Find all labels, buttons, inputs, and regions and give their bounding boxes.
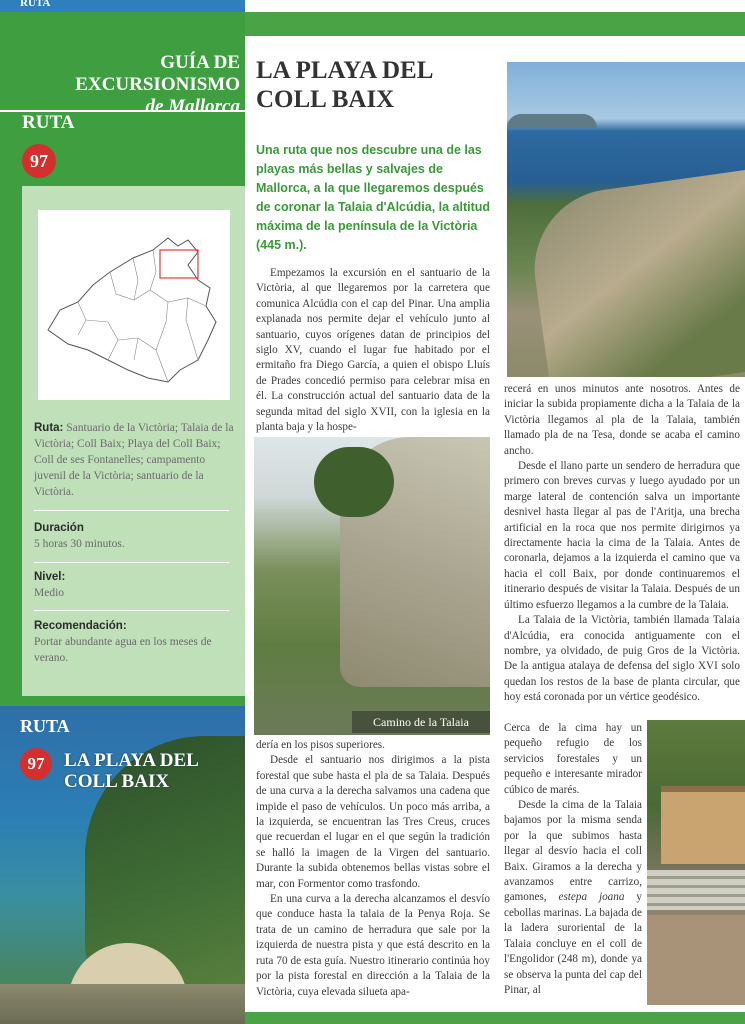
paragraph — [504, 798, 642, 998]
paragraph: Empezamos la excursión en el santuario de la Victòria, al que llegaremos por la carretera que comunica Alcúdia con el cap del Pinar. Una amplia explanada nos permite dejar el vehículo junto al santuario, cuyos orígenes datan de principios del siglo XV, cuando el lugar fue habitado por el ermitaño fra Diego García, a quien el obispo Lluís de Prades concedió permiso para celebrar misa en él. La construcción actual del santuario data de la segunda mitad del siglo XVII, con la iglesia en la planta baja y la hospe- — [256, 267, 490, 434]
paragraph: Desde el llano parte un sendero de herradura que primero con breves curvas y luego ayudado por un marge lateral de contención salva un importante desnivel hasta llegar al pas de l'Aritja, una brecha artificial en la roca que nos permite dirigirnos ya directamente hacia la cima de la Talaia. Antes de coronarla, dejamos a la izquierda el camino que va hacia el coll Baix, por donde continuaremos el itinerario después de visitar la Talaia. Después de un último esfuerzo llegamos a la cumbre de la Talaia. — [504, 460, 740, 611]
info-ruta-value: Santuario de la Victòria; Talaia de la Victòria; Coll Baix; Playa del Coll Baix; Coll de ses Fontanelles; campamento juvenil de la Victòria; santuario de la Victòria. — [34, 422, 234, 498]
info-recomendacion-value: Portar abundante agua en los meses de verano. — [34, 636, 212, 664]
info-nivel-value: Medio — [34, 587, 65, 599]
card-ruta-label: RUTA — [20, 716, 70, 736]
paragraph: La Talaia de la Victòria, también llamada Talaia d'Alcúdia, era conocida antiguamente con el nombre, ya olvidado, de puig Gros de la Victòria. De la antigua atalaya de defensa del siglo XVI solo quedan los restos de la base de planta circular, que hoy está coronada por un vértice geodésico. — [504, 614, 740, 704]
guide-title-main: GUÍA DE EXCURSIONISMO — [75, 52, 240, 95]
photo-camino-talaia — [254, 437, 490, 735]
paragraph: Desde el santuario nos dirigimos a la pista forestal que sube hasta el pla de sa Talaia. Después de una curva a la derecha salvamos una cadena que impide el paso de vehículos. Un poco más arriba, a la izquierda, se encuentran las Tres Creus, cruces que recuerdan el lugar en el que según la tradición se halló la imagen de la Virgen del santuario. Durante la subida obtenemos bellas vistas sobre el mar, con Formentor como trasfondo. — [256, 754, 490, 890]
route-cover-card — [0, 706, 245, 1024]
body-col1-bottom — [256, 738, 490, 1000]
card-title — [64, 750, 199, 792]
info-recomendacion — [34, 618, 234, 666]
article-title-line2: COLL BAIX — [256, 86, 395, 113]
paragraph-text: y cebollas marinas. La bajada de la ladera suroriental de la Talaia concluye en el coll de l'Engolidor (248 m), donde ya se observa la punta del cap del Pinar, al — [504, 891, 642, 996]
photo-ground — [647, 915, 745, 1005]
guide-title — [20, 52, 240, 118]
card-title-line1: LA PLAYA DEL — [64, 750, 199, 771]
info-ruta-key: Ruta: — [34, 422, 64, 434]
paragraph: dería en los pisos superiores. — [256, 739, 385, 751]
body-col2-narrow — [504, 721, 642, 998]
paragraph: En una curva a la derecha alcanzamos el desvío que conduce hasta la talaia de la Penya Roja. Se trata de un camino de herradura que sale por la izquierda de nuestra pista y que está descrito en la ruta 70 de esta guía. Nuestro itinerario continúa hoy por la pista forestal en dirección a la Talaia de la Victòria, cuya elevada silueta apa- — [256, 893, 490, 998]
top-strip-label: RUTA — [20, 0, 51, 9]
article-title — [256, 56, 496, 114]
article-title-line1: LA PLAYA DEL — [256, 57, 434, 84]
cover-photo-shore — [0, 984, 245, 1024]
ruta-label: RUTA — [22, 112, 75, 133]
route-number-badge: 97 — [22, 144, 56, 178]
body-col1-top — [256, 266, 490, 435]
info-duracion-value: 5 horas 30 minutos. — [34, 538, 125, 550]
article-intro: Una ruta que nos descubre una de las playas más bellas y salvajes de Mallorca, a la que llegaremos después de coronar la Talaia d'Alcúdia, la altitud máxima de la península de la Victòria (445 m.). — [256, 143, 491, 252]
photo-refugio — [647, 720, 745, 1005]
card-route-number-badge: 97 — [20, 748, 52, 780]
photo-caption: Camino de la Talaia — [352, 711, 490, 733]
paragraph: recerá en unos minutos ante nosotros. Antes de iniciar la subida propiamente dicha a la Talaia de la Victòria llegamos al pla de la Talaia, también llamado pla de na Tesa, donde se acaba el camino ancho. — [504, 383, 740, 457]
info-nivel-key: Nivel: — [34, 571, 66, 583]
map-outline-icon — [38, 210, 230, 400]
paragraph: Cerca de la cima hay un pequeño refugio de los servicios forestales y un pequeño e interesante mirador cúbico de marés. — [504, 722, 642, 796]
mallorca-map — [38, 210, 230, 400]
info-nivel — [34, 569, 234, 601]
photo-steps — [647, 870, 745, 910]
info-divider — [34, 562, 229, 563]
info-recomendacion-key: Recomendación: — [34, 620, 127, 632]
top-strip — [0, 0, 245, 12]
body-col2 — [504, 382, 740, 706]
photo-tree — [314, 447, 394, 517]
photo-house — [661, 786, 745, 864]
photo-ridge — [524, 165, 745, 377]
plant-name: estepa joana — [558, 891, 625, 904]
photo-peninsula-view — [507, 62, 745, 377]
card-title-line2: COLL BAIX — [64, 771, 170, 792]
photo-island — [507, 114, 597, 128]
info-duracion-key: Duración — [34, 522, 84, 534]
info-duracion — [34, 520, 234, 552]
info-divider — [34, 610, 229, 611]
paragraph-text: Desde la cima de la Talaia bajamos por la misma senda por la que subimos hasta llegar al desvío hacia el coll Baix. Giramos a la derecha y avanzamos entre carrizo, gamones, — [504, 799, 642, 904]
info-ruta — [34, 420, 234, 500]
guide-title-sub: de Mallorca — [145, 96, 240, 117]
top-green-band — [245, 12, 745, 36]
info-divider — [34, 510, 229, 511]
bottom-green-band — [245, 1012, 745, 1024]
